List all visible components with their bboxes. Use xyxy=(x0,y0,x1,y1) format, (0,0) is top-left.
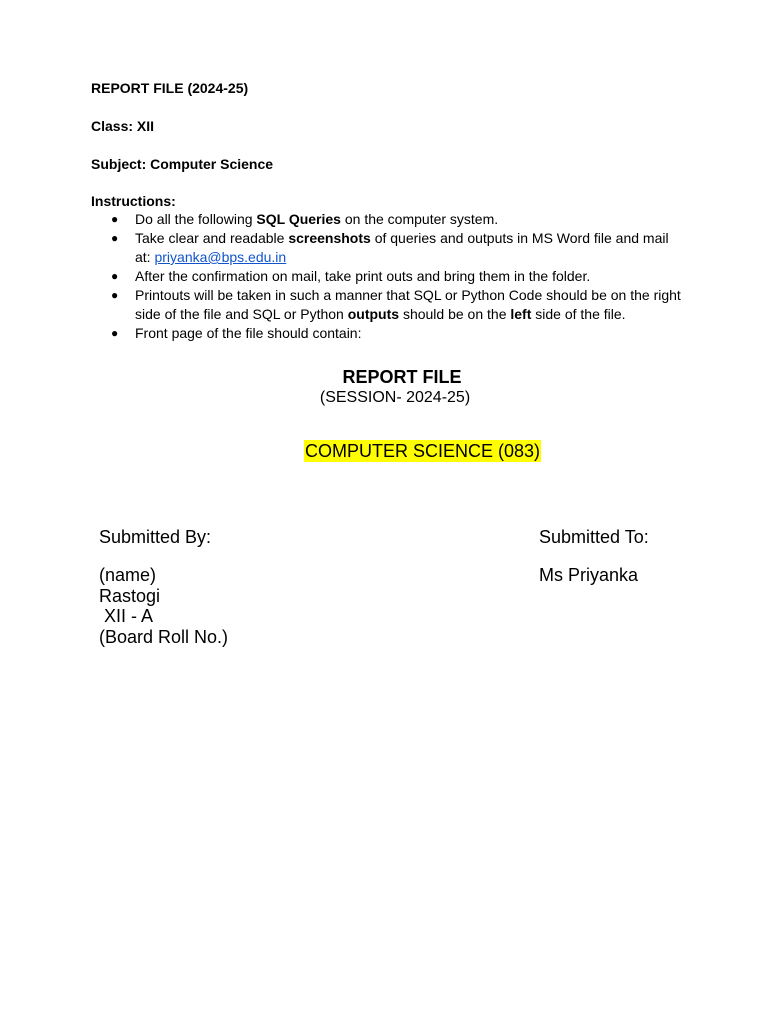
instruction-text: should be on the xyxy=(399,306,511,322)
instruction-text: side of the file. xyxy=(531,306,626,322)
bullet-icon: ● xyxy=(111,231,119,245)
instruction-emphasis: outputs xyxy=(347,306,400,322)
class-line: Class: XII xyxy=(91,118,155,134)
bullet-icon: ● xyxy=(111,326,119,340)
instructions-heading: Instructions: xyxy=(91,193,176,209)
subject-line: Subject: Computer Science xyxy=(91,156,274,172)
student-class: XII - A xyxy=(99,606,154,626)
email-link[interactable]: priyanka@bps.edu.in xyxy=(154,249,287,265)
instruction-item xyxy=(91,324,691,343)
instruction-emphasis: SQL Queries xyxy=(256,211,341,227)
teacher-name: Ms Priyanka xyxy=(539,565,639,585)
instruction-item xyxy=(91,229,691,267)
instruction-text: Do all the following xyxy=(135,211,257,227)
bullet-icon: ● xyxy=(111,212,119,226)
instruction-item xyxy=(91,286,691,324)
instruction-emphasis: left xyxy=(510,306,532,322)
instruction-text: of queries and outputs in MS Word file and mail xyxy=(370,230,669,246)
submitted-by-label: Submitted By: xyxy=(99,527,212,547)
instruction-text: Take clear and readable xyxy=(135,230,289,246)
submitted-to-label: Submitted To: xyxy=(539,527,649,547)
bullet-icon: ● xyxy=(111,269,119,283)
bullet-icon: ● xyxy=(111,288,119,302)
student-surname: Rastogi xyxy=(99,586,161,606)
front-page-title: REPORT FILE xyxy=(342,367,462,387)
instruction-text: After the confirmation on mail, take print outs and bring them in the folder. xyxy=(135,268,591,284)
instruction-emphasis: screenshots xyxy=(288,230,371,246)
student-name: (name) xyxy=(99,565,157,585)
instruction-text: side of the file and SQL or Python xyxy=(135,306,348,322)
instructions-list xyxy=(91,210,691,343)
student-roll-number: (Board Roll No.) xyxy=(99,627,229,647)
instruction-text: Printouts will be taken in such a manner that SQL or Python Code should be on the right xyxy=(135,287,681,303)
instruction-item xyxy=(91,267,691,286)
instruction-text: Front page of the file should contain: xyxy=(135,325,362,341)
front-page-subject: COMPUTER SCIENCE (083) xyxy=(305,441,541,461)
instruction-text: on the computer system. xyxy=(340,211,499,227)
document-title: REPORT FILE (2024-25) xyxy=(91,80,249,96)
front-page-session: (SESSION- 2024-25) xyxy=(319,389,471,406)
instruction-text: at: xyxy=(135,249,155,265)
instruction-item xyxy=(91,210,691,229)
